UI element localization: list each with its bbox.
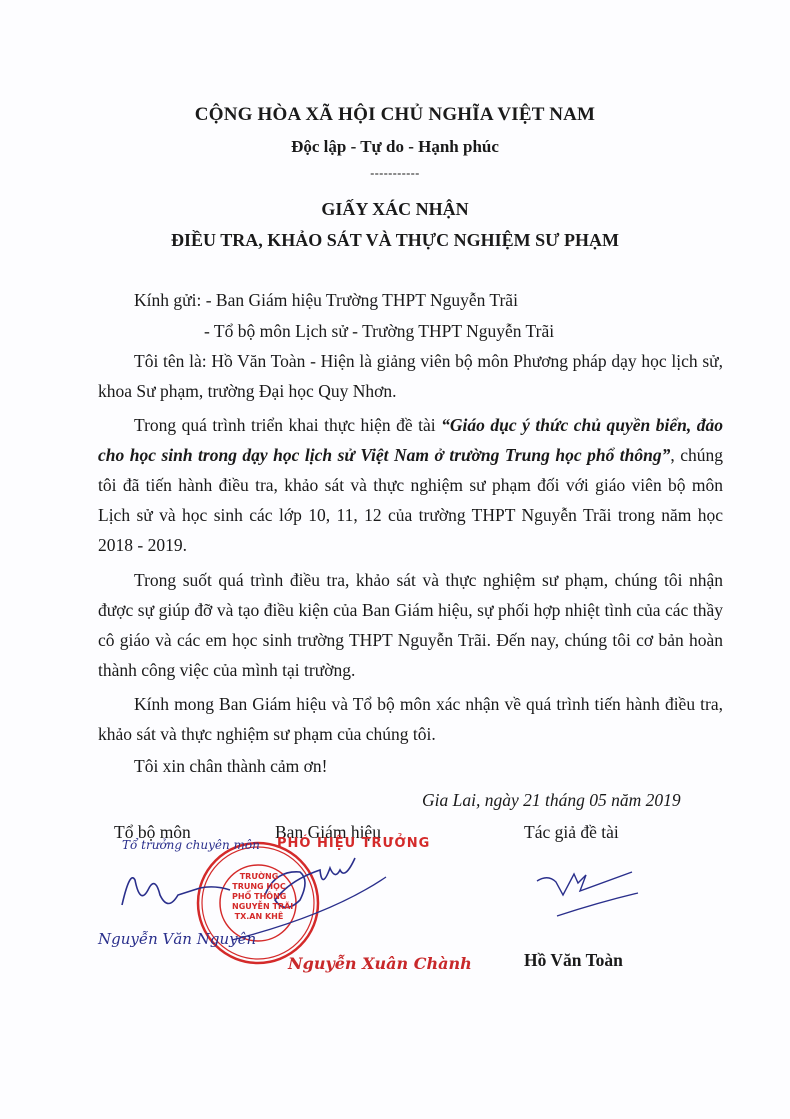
paragraph-request: Kính mong Ban Giám hiệu và Tổ bộ môn xác nhận về quá trình tiến hành điều tra, khảo sát và thực nghiệm sư phạm của chúng tôi. — [98, 694, 723, 744]
board-label: Ban Giám hiệu — [275, 822, 381, 842]
author-signature-icon — [537, 872, 632, 895]
paragraph-topic-lead: Trong quá trình triển khai thực hiện đề tài — [134, 415, 442, 435]
board-signer-name: Nguyễn Xuân Chành — [288, 954, 472, 973]
author-label: Tác giả đề tài — [524, 822, 619, 842]
place-date: Gia Lai, ngày 21 tháng 05 năm 2019 — [422, 790, 681, 810]
department-handwritten-name: Nguyễn Văn Nguyên — [98, 930, 257, 948]
header-separator: ----------- — [370, 166, 420, 180]
paragraph-topic-rest: , chúng tôi đã tiến hành điều tra, khảo sát và thực nghiệm sư phạm đối với giáo viên bộ môn Lịch sử và học sinh các lớp 10, 11, 12 của trường THPT Nguyễn Trãi trong năm học 2018 - 2019. — [98, 445, 723, 555]
paragraph-closing: Tôi xin chân thành cảm ơn! — [134, 756, 328, 776]
department-handwritten-title: Tổ trưởng chuyên môn — [122, 838, 260, 852]
stamp-center-text — [232, 872, 294, 922]
national-motto: Độc lập - Tự do - Hạnh phúc — [291, 137, 499, 156]
paragraph-acknowledgement: Trong suốt quá trình điều tra, khảo sát và thực nghiệm sư phạm, chúng tôi nhận được sự giúp đỡ và tạo điều kiện của Ban Giám hiệu, sự phối hợp nhiệt tình của các thầy cô giáo và các em học sinh trường THPT Nguyễn Trãi. Đến nay, chúng tôi cơ bản hoàn thành công việc của mình tại trường. — [98, 570, 723, 680]
stamp-position-title: PHÓ HIỆU TRƯỞNG — [277, 836, 431, 851]
author-name: Hồ Văn Toàn — [524, 950, 623, 970]
recipient-line-2: - Tổ bộ môn Lịch sử - Trường THPT Nguyễn Trãi — [204, 321, 555, 341]
recipient-prefix: Kính gửi: — [134, 290, 202, 310]
stamp-center-line: TX.AN KHÊ — [234, 912, 284, 921]
document-title: GIẤY XÁC NHẬN — [321, 199, 469, 219]
document-subtitle: ĐIỀU TRA, KHẢO SÁT VÀ THỰC NGHIỆM SƯ PHẠM — [171, 230, 619, 250]
department-signature-icon — [122, 878, 230, 905]
national-title: CỘNG HÒA XÃ HỘI CHỦ NGHĨA VIỆT NAM — [194, 104, 596, 125]
stamp-center-line: NGUYỄN TRÃI — [232, 902, 294, 911]
recipient-item: - Ban Giám hiệu Trường THPT Nguyễn Trãi — [205, 290, 518, 310]
stamp-center-line: TRƯỜNG — [239, 872, 279, 881]
research-topic-title: “Giáo dục ý thức chủ quyền biển, đảo cho học sinh trong dạy học lịch sử Việt Nam ở trường Trung học phổ thông” — [98, 415, 723, 465]
stamp-center-line: TRUNG HỌC — [232, 882, 286, 891]
author-signature-underline-icon — [557, 893, 638, 916]
stamp-center-line: PHỔ THÔNG — [232, 892, 287, 901]
paragraph-intro: Tôi tên là: Hồ Văn Toàn - Hiện là giảng viên bộ môn Phương pháp dạy học lịch sử, khoa Sư phạm, trường Đại học Quy Nhơn. — [98, 351, 723, 401]
department-label: Tổ bộ môn — [114, 822, 191, 842]
